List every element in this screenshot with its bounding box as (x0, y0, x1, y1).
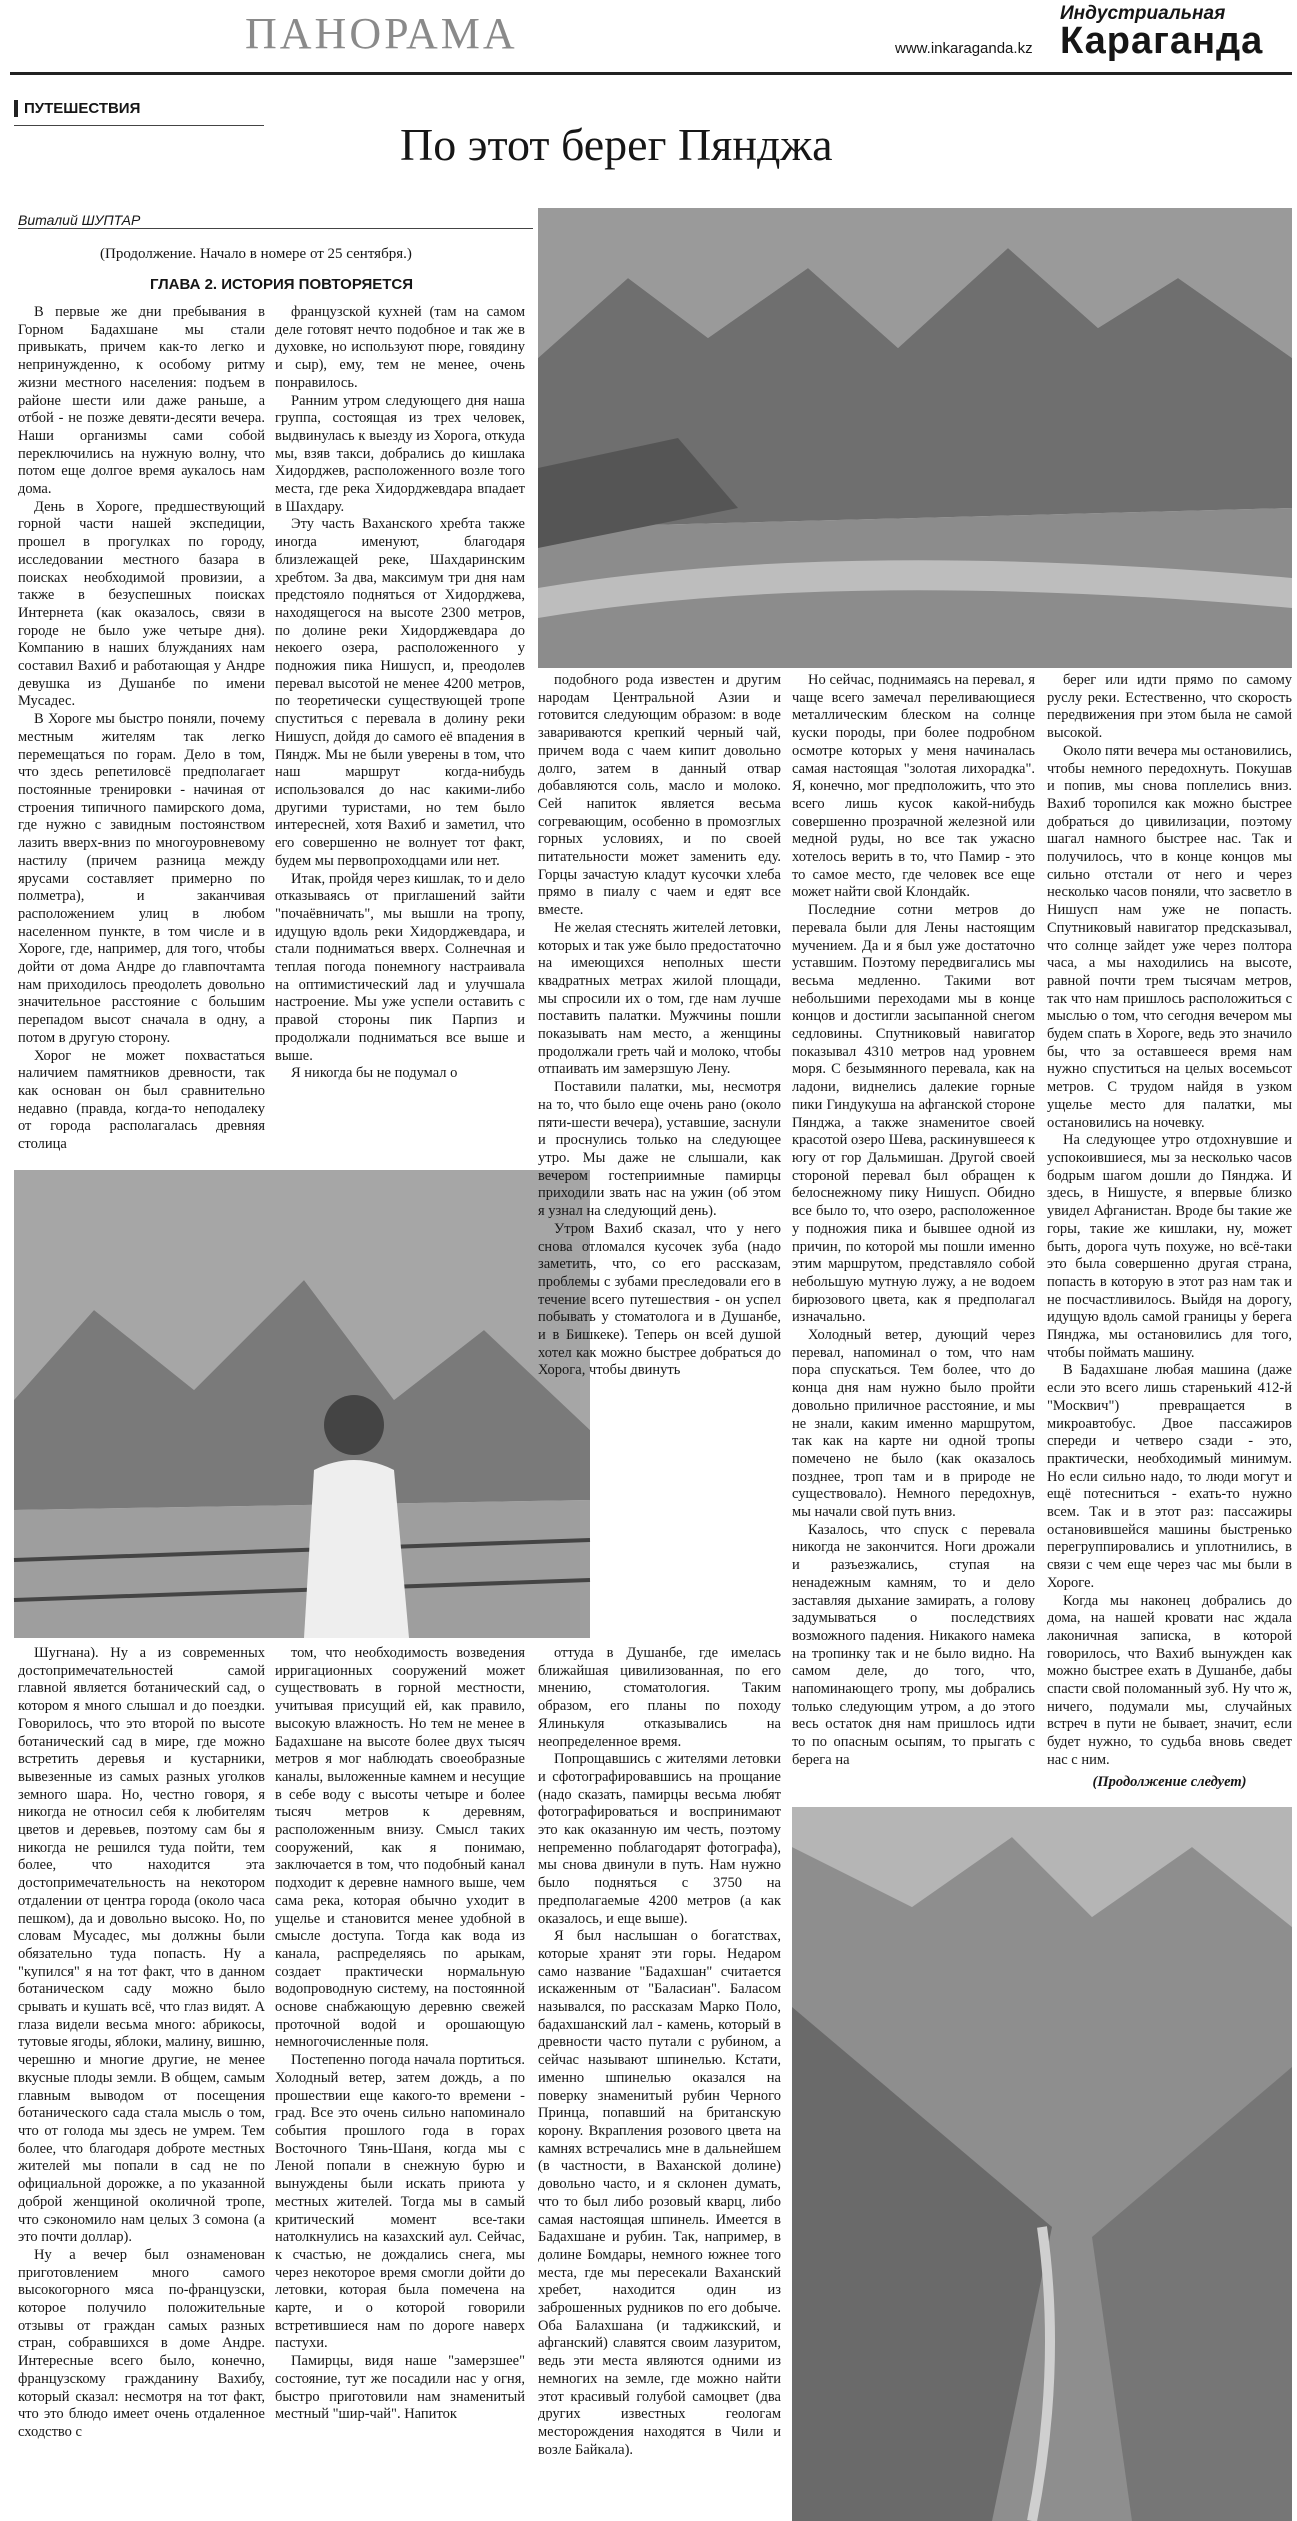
paragraph: Эту часть Ваханского хребта также иногда именуют, благодаря близлежащей реке, Шахдаринским хребтом. За два, максимум три дня нам предстояло подняться от Хидорджева, находящегося на высоте 2300 метров, по долине реки Хидорджевдара до некоего озера, расположенного у подножия пика Нишусп, и, преодолев перевал высотой не менее 4200 метров, по теоретически существующей тропе спуститься с перевала в долину реки Нишусп, дойдя до самого её впадения в Пяндж. Мы не были уверены в том, что наш маршрут когда-нибудь использовался до нас какими-либо другими туристами, но тем было интересней, хотя Вахиб и заметил, что его совершенно не волнует тот факт, будем мы первопроходцами или нет. (275, 516, 525, 869)
column-b2 (275, 1645, 525, 2515)
paragraph: Я был наслышан о богатствах, которые хранят эти горы. Недаром само название "Бадахшан" считается искаженным от "Баласиан". Баласом назывался, по рассказам Марко Поло, бадахшанский лал - камень, который в древности часто путали с рубином, а сейчас называют шпинелью. Кстати, именно шпинелью оказался на поверку знаменитый рубин Черного Принца, попавший на британскую корону. Вкрапления розового цвета на камнях встречались мне в дальнейшем (в частности, в Ваханской долине) довольно часто, и я склонен думать, что то был либо розовый кварц, либо самая настоящая шпинель. Имеется в Бадахшане и рубин. Так, например, в долине Бомдары, немного южнее того места, где мы пересекали Ваханский хребет, находится один из заброшенных рудников по его добыче. Оба Балахшана (и таджикский, и афганский) славятся своим лазуритом, ведь эти места являются одними из немногих на земле, где можно найти этот красивый голубой самоцвет (два других известных геологам месторождения находятся в Чили и возле Байкала). (538, 1928, 781, 2458)
paragraph: Я никогда бы не подумал о (291, 1065, 458, 1082)
photo-mountain-valley (538, 208, 1292, 668)
column-b3 (538, 1645, 781, 2515)
paragraph: берег или идти прямо по самому руслу реки. Естественно, что скорость передвижения при этом была не самой высокой. (1047, 672, 1292, 742)
paragraph: В Хороге мы быстро поняли, почему местным жителям так легко перемещаться по горам. Дело в том, что здесь репетиловсё предполагает постоянные тренировки - начиная от строения типичного памирского дома, где нужно с завидным постоянством лазить вверх-вниз по многоуровневому настилу (причем разница между ярусами составляет примерно по полметра), и заканчивая расположением улиц в любом населенном пункте, в том числе и в Хороге, где, например, для того, чтобы дойти от дома Андре до главпочтамта нам приходилось преодолеть довольно значительное расстояние с большим перепадом высот сначала в одну, а потом в другую сторону. (18, 711, 265, 1046)
paragraph: Когда мы наконец добрались до дома, на нашей кровати нас ждала лаконичная записка, в которой говорилось, что Вахиб вынужден как можно быстрее ехать в Душанбе, дабы спасти свой поломанный зуб. Ну что ж, ничего, подумали мы, случайных встреч в пути не бывает, значит, если будет нужно, то судьба вновь сведет нас с ним. (1047, 1592, 1292, 1768)
column-1 (18, 304, 265, 1164)
paragraph: Но сейчас, поднимаясь на перевал, я чаще всего замечал переливающиеся металлическим блеском на солнце куски породы, при более подробном осмотре которых у меня начиналась самая настоящая "золотая лихорадка". Я, конечно, мог предположить, что это всего лишь кусок какой-нибудь совершенно прозрачной железной или медной руды, но все так ужасно хотелось верить в то, что Памир - это то самое место, где человек все еще может найти свой Клондайк. (792, 672, 1035, 901)
paragraph: Попрощавшись с жителями летовки и сфотографировавшись на прощание (надо сказать, памирцы весьма любят фотографироваться и воспринимают это как оказанную им честь, поэтому непременно поблагодарят фотографа), мы снова двинули в путь. Нам нужно было подняться с 3750 на предполагаемые 4200 метров (а как оказалось, и еще выше). (538, 1751, 781, 1927)
column-4 (792, 672, 1035, 1792)
paragraph: Казалось, что спуск с перевала никогда не закончится. Ноги дрожали и разъезжались, ступая на ненадежным камням, то и дело заставляя дыхание замирать, а голову задумываться о последствиях возможного падения. Никакого намека на тропинку так и не было видно. На самом деле, до того, что, напоминающего тропу, мы добрались только следующим утром, а до этого весь остаток дня нам пришлось идти то по опасным осыпям, то прыгать с берега на (792, 1521, 1035, 1768)
paragraph: французской кухней (там на самом деле готовят нечто подобное и так же в духовке, но используют пюре, говядину и сыр), ему, тем не менее, очень понравилось. (275, 304, 525, 391)
chapter-heading: ГЛАВА 2. ИСТОРИЯ ПОВТОРЯЕТСЯ (150, 276, 414, 293)
brand-main: Караганда (1060, 20, 1264, 62)
paragraph: Хорог не может похвастаться наличием памятников древности, так как основан он был сравнительно недавно (правда, когда-то неподалеку от города располагалась древняя столица (18, 1047, 265, 1153)
site-url[interactable]: www.inkaraganda.kz (895, 40, 1033, 57)
column-5 (1047, 672, 1292, 1790)
photo-mountain-valley-image (538, 208, 1292, 668)
header-rule (10, 72, 1292, 75)
photo-mountain-gorge-image (792, 1807, 1292, 2521)
paragraph: Итак, пройдя через кишлак, то и дело отказываясь от приглашений зайти "почаёвничать", мы вышли на тропу, идущую вдоль реки Хидорджевдара, и стали подниматься вверх. Солнечная и теплая погода понемногу настраивала на оптимистический лад и улучшала настроение. Мы уже успели оставить с правой стороны пик Парпиз и продолжали подниматься все выше и выше. (275, 870, 525, 1064)
paragraph: Ну а вечер был ознаменован приготовлением много самого высокогорного мяса по-французски, которое получило положительные отзывы от граждан самых разных стран, собравшихся в доме Андре. Интересные всего было, конечно, французскому гражданину Вахибу, который сказал: несмотря на тот факт, что это блюдо имеет очень отдаленное сходство с (18, 2246, 265, 2440)
paragraph: Холодный ветер, дующий через перевал, напоминал о том, что нам пора спускаться. Тем более, что до конца дня нам нужно было пройти довольно приличное расстояние, и мы не знали, каким именно маршрутом, так как на карте ни одной тропы помечено не было (как оказалось позднее, троп там и в природе не существовало). Немного передохнув, мы начали свой путь вниз. (792, 1327, 1035, 1521)
paragraph: Памирцы, видя наше "замерзшее" состояние, тут же посадили нас у огня, быстро приготовили нам знаменитый местный "шир-чай". Напиток (275, 2353, 525, 2423)
paragraph: Около пяти вечера мы остановились, чтобы немного передохнуть. Покушав и попив, мы снова поплелись вниз. Вахиб торопился как можно быстрее добраться до цивилизации, поэтому шагал намного быстрее нас. Так и получилось, что в конце концов мы сильно отстали от него и через несколько часов поняли, что засветло в Нишусп нам уже не попасть. Спутниковый навигатор предсказывал, что солнце зайдет уже через полтора часа, а мы находились на высоте, равной почти трем тысячам метров, так что нам пришлось расположиться с мыслью о том, что сегодня вечером мы будем спать в Хороге, ведь это значило бы, что за оставшееся время нам нужно спуститься на целых восемьсот метров. С трудом найдя в узком ущелье место для палатки, мы остановились на ночевку. (1047, 742, 1292, 1131)
paragraph: том, что необходимость возведения ирригационных сооружений может существовать в горной местности, учитывая присущий ей, как правило, высокую влажность. Но тем не менее в Бадахшане на высоте более двух тысяч метров я мог наблюдать своеобразные каналы, выложенные камнем и несущие в себе воду с высоты четыре и более тысяч метров к деревням, расположенным внизу. Смысл таких сооружений, как я понимаю, заключается в том, что подобный канал подходит к деревне намного выше, чем сама река, которая обычно уходит в ущелье и становится менее удобной в смысле доступа. Тогда как вода из канала, распределяясь по арыкам, создает практически нормальную водопроводную систему, на постоянной основе снабжающую деревню свежей проточной водой и орошающую немногочисленные поля. (275, 1645, 525, 2051)
paragraph: Не желая стеснять жителей летовки, которых и так уже было предостаточно на имеющихся неполных шести квадратных метрах жилой площади, мы спросили их о том, где нам лучше поставить палатки. Мужчины пошли показывать нам место, а женщины продолжали греть чай и молоко, чтобы отпаивать им замерзшую Лену. (538, 919, 781, 1078)
column-3 (538, 672, 781, 1627)
paragraph: Шугнана). Ну а из современных достопримечательностей самой главной является ботанический сад, о котором я много слышал и до поездки. Говорилось, что это второй по высоте ботанический сад в мире, где можно встретить деревья и кустарники, вывезенные из самых разных уголков земного шара. Но, честно говоря, я никогда не относил себя к любителям цветов и деревьев, поэтому сам бы я никогда не решился туда пойти, тем более, что находится эта достопримечательность на некотором отдалении от центра города (около часа пешком), да и довольно высоко. Но, по словам Мусадес, мы должны были обязательно туда попасть. Ну а "купился" я на тот факт, что в данном ботаническом саду можно было срывать и кушать всё, что глаз видят. А глаза видели весьма много: абрикосы, тутовые ягоды, яблоки, малину, вишню, черешню и многие другие, не менее вкусные плоды земли. В общем, самым главным выводом от посещения ботанического сада стала мысль о том, что от голода мы здесь не умрем. Тем более, что благодаря доброте местных жителей мы попали в сад не по официальной дорожке, а по указанной доброй женщиной околичной тропе, что сэкономило нам целых 3 сомона (а это почти доллар). (18, 1645, 265, 2246)
column-2 (275, 304, 525, 1164)
author: Виталий ШУПТАР (18, 212, 141, 228)
newspaper-logo (1060, 3, 1292, 62)
rubric-divider (14, 125, 264, 126)
paragraph: оттуда в Душанбе, где имелась ближайшая цивилизованная, по его мнению, стоматология. Таким образом, его планы по походу Ялинькуля отказывались на неопределенное время. (538, 1645, 781, 1750)
paragraph: День в Хороге, предшествующий горной части нашей экспедиции, прошел в прогулках по городу, исследовании местного базара в поисках необходимой провизии, а также в безуспешных поисках Интернета (как оказалось, связи в городе не было уже четыре дня). Компанию в наших блужданиях нам составил Вахиб и работающая у Андре девушка из Душанбе по имени Мусадес. (18, 498, 265, 710)
paragraph: В первые же дни пребывания в Горном Бадахшане мы стали привыкать, причем как-то легко и непринужденно, к особому ритму жизни местного населения: подъем в районе шести или даже раньше, а отбой - не позже девяти-десяти вечера. Наши организмы сами собой переключились на нужную волну, что потом еще долгое время аукалось нам дома. (18, 304, 265, 498)
photo-woman-on-bridge (14, 1170, 590, 1638)
paragraph: Постепенно погода начала портиться. Холодный ветер, затем дождь, а по прошествии еще какого-то времени - град. Все это очень сильно напоминало события прошлого года в горах Восточного Тянь-Шаня, когда мы с Леной попали в снежную бурю и вынуждены были искать приюта у местных жителей. Тогда мы в самый критический момент все-таки натолкнулись на казахский аул. Сейчас, к счастью, не дождались снега, мы через некоторое время смогли дойти до летовки, которая была помечена на карте, и о которой говорили встретившиеся нам по дороге наверх пастухи. (275, 2052, 525, 2352)
paragraph: В Бадахшане любая машина (даже если это всего лишь старенький 412-й "Москвич") превращается в микроавтобус. Двое пассажиров спереди и четверо сзади - это, практически, необходимый минимум. Но если сильно надо, то люди могут и ещё потесниться - ехать-то нужно всем. Так и в этот раз: пассажиры остановившейся машины быстренько перегруппировались и уплотнились, в связи с чем еще через час мы были в Хороге. (1047, 1362, 1292, 1591)
rubric: ПУТЕШЕСТВИЯ (14, 100, 140, 117)
paragraph: Ранним утром следующего дня наша группа, состоящая из трех человек, выдвинулась к выезду из Хорога, откуда мы, взяв такси, добрались до кишлака Хидорджев, расположенного возле того места, где река Хидорджевдара впадает в Шахдару. (275, 392, 525, 515)
continuation-note: (Продолжение. Начало в номере от 25 сентября.) (100, 246, 412, 262)
brand-top: Индустриальная (1060, 3, 1226, 24)
column-b1 (18, 1645, 265, 2515)
paragraph: подобного рода известен и другим народам Центральной Азии и готовится следующим образом: в воде завариваются крепкий черный чай, причем вода с чаем кипит довольно долго, затем в данный отвар добавляются соль, масло и молоко. Сей напиток является весьма согревающим, особенно в промозглых горных условиях, и по своей питательности может заменить еду. Горцы зачастую кладут кусочки хлеба прямо в пиалу с чаем и едят все вместе. (538, 672, 781, 919)
paragraph: Последние сотни метров до перевала были для Лены настоящим мучением. Да и я был уже достаточно уставшим. Поэтому передвигались мы весьма медленно. Такими вот небольшими переходами мы в конце концов и достигли засыпанной снегом седловины. Спутниковый навигатор показывал 4310 метров над уровнем моря. С безымянного перевала, как на ладони, виднелись далекие горные пики Гиндукуша на афганской стороне Пянджа, а также знаменитое своей красотой озеро Шева, раскинувшееся к югу от гор Дальмишан. Другой своей стороной перевал был обращен к белоснежному пику Нишусп. Обидно все было то, что озеро, расположенное у подножия пика и бывшее одной из причин, по которой мы пошли именно этим маршрутом, представляло собой небольшую мутную лужу, а не водоем бирюзового цвета, как я предполагал изначально. (792, 902, 1035, 1326)
paragraph: На следующее утро отдохнувшие и успокоившиеся, мы за несколько часов бодрым шагом дошли до Пянджа. И здесь, в Нишусте, я впервые близко увидел Афганистан. Вроде бы такие же горы, такие же кишлаки, ну, может быть, дорога чуть похуже, но всё-таки это была совершенно другая страна, попасть в которую в этот раз нам так и не посчастливилось. Выйдя на дорогу, идущую вдоль самой границы у берега Пянджа, мы остановились для того, чтобы поймать машину. (1047, 1132, 1292, 1361)
photo-woman-on-bridge-image (14, 1170, 590, 1638)
section-title: ПАНОРАМА (245, 9, 518, 58)
paragraph: Поставили палатки, мы, несмотря на то, что было еще очень рано (около пяти-шести вечера), уставшие, заснули и проснулись только на следующее утро. Мы даже не слышали, как вечером гостеприимные памирцы приходили звать нас на ужин (об этом я узнал на следующий день). (538, 1079, 781, 1220)
article-title: По этот берег Пянджа (400, 119, 833, 170)
author-divider (18, 228, 533, 229)
end-note: (Продолжение следует) (1092, 1773, 1247, 1790)
photo-mountain-gorge (792, 1807, 1292, 2521)
paragraph: Утром Вахиб сказал, что у него снова отломался кусочек зуба (надо заметить, что, со его рассказам, проблемы с зубами преследовали его в течение всего путешествия - он успел побывать у стоматолога и в Душанбе, и в Бишкеке). Теперь он всей душой хотел как можно быстрее добраться до Хорога, чтобы двинуть (538, 1220, 781, 1379)
